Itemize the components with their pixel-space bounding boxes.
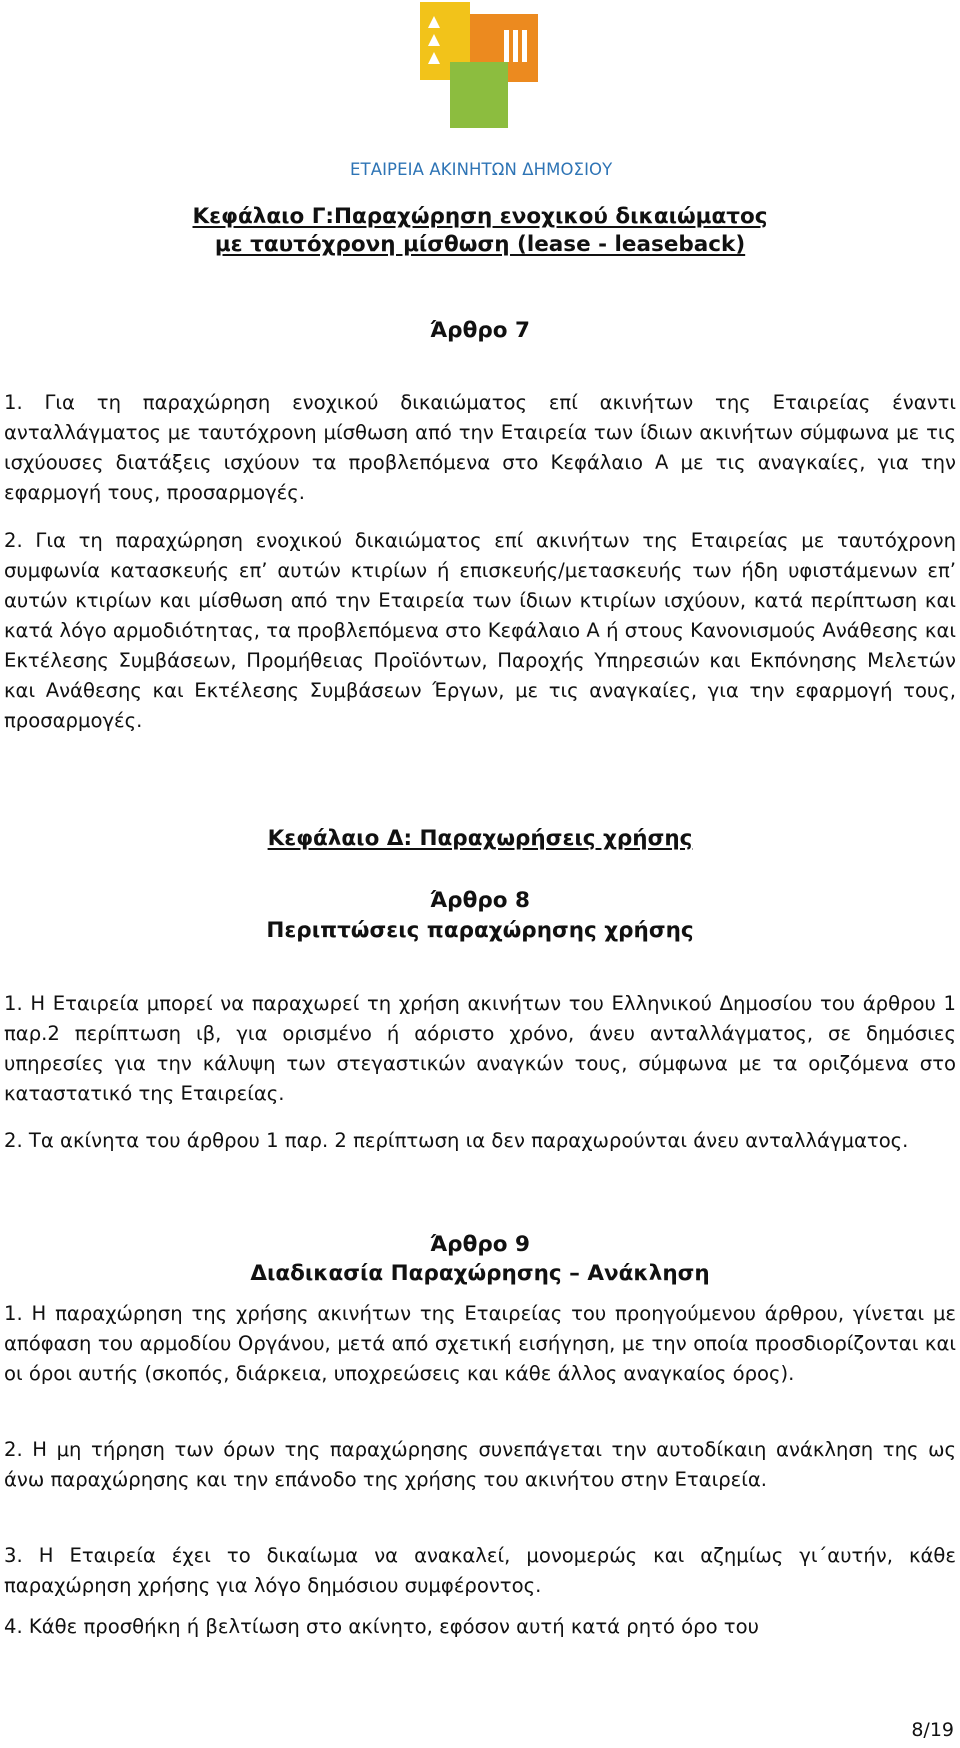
article-9-paragraph-1: 1. Η παραχώρηση της χρήσης ακινήτων της Εταιρείας του προηγούμενου άρθρου, γίνεται με απόφαση του αρμοδίου Οργάνου, μετά από σχετική εισήγηση, με την οποία προσδιορίζονται και οι όροι αυτής (σκοπός, διάρκεια, υποχρεώσεις και κάθε άλλος αναγκαίος όρος). — [4, 1302, 956, 1385]
article-8-subheading: Περιπτώσεις παραχώρησης χρήσης — [266, 918, 694, 943]
article-7-paragraph-1: 1. Για τη παραχώρηση ενοχικού δικαιώματος επί ακινήτων της Εταιρείας έναντι ανταλλάγματος με ταυτόχρονη μίσθωση από την Εταιρεία των ίδιων ακινήτων σύμφωνα με τις ισχύουσες διατάξεις ισχύουν τα προβλεπόμενα στο Κεφάλαιο Α με τις αναγκαίες, για την εφαρμογή τους, προσαρμογές. — [4, 391, 956, 504]
article-8-heading: Άρθρο 8 — [430, 888, 530, 913]
article-8-paragraph-2: 2. Τα ακίνητα του άρθρου 1 παρ. 2 περίπτωση ια δεν παραχωρούνται άνευ ανταλλάγματος. — [4, 1129, 909, 1152]
article-7-heading: Άρθρο 7 — [430, 318, 530, 343]
company-logo — [350, 2, 613, 182]
chapter-g-title-line1: Κεφάλαιο Γ:Παραχώρηση ενοχικού δικαιώματος — [192, 204, 768, 229]
logo-emblem — [420, 2, 540, 152]
article-9-paragraph-4: 4. Κάθε προσθήκη ή βελτίωση στο ακίνητο, εφόσον αυτή κατά ρητό όρο του — [4, 1615, 759, 1638]
logo-text: ΕΤΑΙΡΕΙΑ ΑΚΙΝΗΤΩΝ ΔΗΜΟΣΙΟΥ — [350, 160, 613, 179]
article-9-heading: Άρθρο 9 — [430, 1232, 530, 1257]
chapter-d-title: Κεφάλαιο Δ: Παραχωρήσεις χρήσης — [267, 826, 693, 851]
chapter-g-title-line2: με ταυτόχρονη μίσθωση (lease - leaseback) — [214, 232, 746, 257]
article-9-paragraph-3: 3. Η Εταιρεία έχει το δικαίωμα να ανακαλεί, μονομερώς και αζημίως γι΄αυτήν, κάθε παραχώρηση χρήσης για λόγο δημόσιου συμφέροντος. — [4, 1544, 956, 1597]
logo-green-block — [450, 62, 508, 128]
article-9-paragraph-2: 2. Η μη τήρηση των όρων της παραχώρησης συνεπάγεται την αυτοδίκαιη ανάκληση της ως άνω παραχώρησης και την επάνοδο της χρήσης του ακινήτου στην Εταιρεία. — [4, 1438, 956, 1491]
page-number: 8/19 — [911, 1719, 954, 1741]
article-8-paragraph-1: 1. Η Εταιρεία μπορεί να παραχωρεί τη χρήση ακινήτων του Ελληνικού Δημοσίου του άρθρου 1 παρ.2 περίπτωση ιβ, για ορισμένο ή αόριστο χρόνο, άνευ ανταλλάγματος, σε δημόσιες υπηρεσίες για την κάλυψη των στεγαστικών αναγκών τους, σύμφωνα με τα οριζόμενα στο καταστατικό της Εταιρείας. — [4, 992, 956, 1105]
article-7-paragraph-2: 2. Για τη παραχώρηση ενοχικού δικαιώματος επί ακινήτων της Εταιρείας με ταυτόχρονη συμφωνία κατασκευής επ’ αυτών κτιρίων ή επισκευής/μετασκευής των ήδη υφιστάμενων επ’ αυτών κτιρίων και μίσθωση από την Εταιρεία των ίδιων κτιρίων ισχύουν, κατά περίπτωση και κατά λόγο αρμοδιότητας, τα προβλεπόμενα στο Κεφάλαιο Α ή στους Κανονισμούς Ανάθεσης και Εκτέλεσης Συμβάσεων, Προμήθειας Προϊόντων, Παροχής Υπηρεσιών και Εκπόνησης Μελετών και Ανάθεσης και Εκτέλεσης Συμβάσεων Έργων, με τις αναγκαίες, για την εφαρμογή τους, προσαρμογές. — [4, 529, 956, 732]
article-9-subheading: Διαδικασία Παραχώρησης – Ανάκληση — [250, 1261, 710, 1286]
